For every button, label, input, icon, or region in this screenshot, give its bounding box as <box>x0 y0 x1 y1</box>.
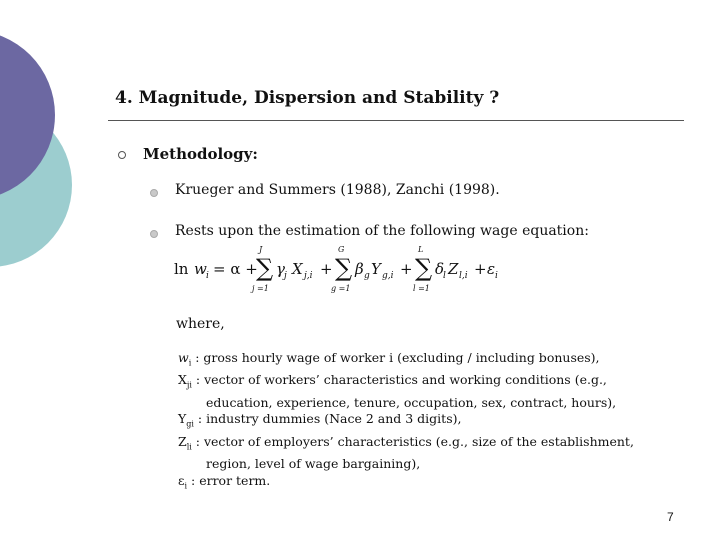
sum-j-upper: J <box>259 245 263 254</box>
sum-g-sigma: ∑ <box>335 254 353 282</box>
def-industry <box>178 411 634 433</box>
eq-beta-sub: g <box>364 271 370 281</box>
eq-y: Y <box>371 260 381 278</box>
sum-j-lower: j =1 <box>252 284 269 293</box>
sum-l-sigma: ∑ <box>415 254 433 282</box>
def-employers-symbol: Z <box>178 433 187 449</box>
eq-x: X <box>292 260 303 278</box>
def-wage-symbol: w <box>178 350 189 365</box>
hollow-bullet-icon <box>118 151 126 159</box>
eq-w: w <box>194 260 207 278</box>
title-divider <box>108 120 684 121</box>
def-workers <box>178 372 634 394</box>
eq-epsilon: ε <box>487 260 496 278</box>
def-industry-symbol: Y <box>178 411 187 427</box>
variable-definitions <box>178 350 634 495</box>
sum-g-upper: G <box>338 245 345 254</box>
page-number: 7 <box>667 510 674 524</box>
def-industry-text: : industry dummies (Nace 2 and 3 digits), <box>193 411 462 427</box>
eq-epsilon-sub: i <box>495 271 498 281</box>
def-employers-text: : vector of employers’ characteristics (e.g., size of the establishment, <box>191 433 634 449</box>
def-workers-symbol: X <box>178 372 187 388</box>
eq-delta-sub: l <box>443 271 446 281</box>
def-workers-sub: ji <box>186 380 192 390</box>
def-employers-sub: li <box>186 442 192 452</box>
decorative-circles <box>0 0 140 300</box>
section-heading: Methodology: <box>143 145 258 163</box>
bullet-references: Krueger and Summers (1988), Zanchi (1998). <box>175 182 500 198</box>
eq-plus-3: + <box>474 260 487 278</box>
eq-y-sub: g,i <box>382 271 394 281</box>
def-employers <box>178 434 634 456</box>
sum-l-upper: L <box>418 245 424 254</box>
eq-z-sub: l,i <box>459 271 468 281</box>
wage-equation <box>168 238 508 300</box>
slide-title: 4. Magnitude, Dispersion and Stability ? <box>115 88 500 108</box>
def-wage-sub: i <box>188 358 192 368</box>
bullet-wage-equation: Rests upon the estimation of the following wage equation: <box>175 223 589 239</box>
where-label: where, <box>176 316 225 332</box>
eq-w-sub: i <box>206 271 209 281</box>
sum-j-sigma: ∑ <box>256 254 274 282</box>
eq-gamma: γ <box>276 260 285 278</box>
def-employers-continued: region, level of wage bargaining), <box>206 455 421 471</box>
eq-z: Z <box>448 260 459 278</box>
eq-plus-2: + <box>400 260 413 278</box>
eq-plus-1: + <box>320 260 333 278</box>
def-wage-text: : gross hourly wage of worker i (excluding / including bonuses), <box>191 350 600 365</box>
def-error <box>178 473 634 495</box>
eq-delta: δ <box>435 260 445 278</box>
eq-alpha: = α + <box>213 260 258 278</box>
eq-gamma-sub: j <box>284 271 287 281</box>
def-error-sub: i <box>184 481 188 491</box>
bullet-dot-icon <box>150 230 158 238</box>
def-industry-sub: gi <box>186 419 194 429</box>
sum-g-lower: g =1 <box>331 284 351 293</box>
eq-beta: β <box>355 260 364 278</box>
bullet-dot-icon <box>150 189 158 197</box>
def-workers-text: : vector of workers’ characteristics and working conditions (e.g., <box>191 372 607 388</box>
def-error-symbol: ε <box>178 472 185 488</box>
def-wage <box>178 350 634 372</box>
sum-l-lower: l =1 <box>413 284 430 293</box>
def-workers-continued: education, experience, tenure, occupation, sex, contract, hours), <box>206 394 617 410</box>
def-error-text: : error term. <box>187 472 271 488</box>
eq-ln: ln <box>174 260 189 278</box>
eq-x-sub: j,i <box>304 271 313 281</box>
